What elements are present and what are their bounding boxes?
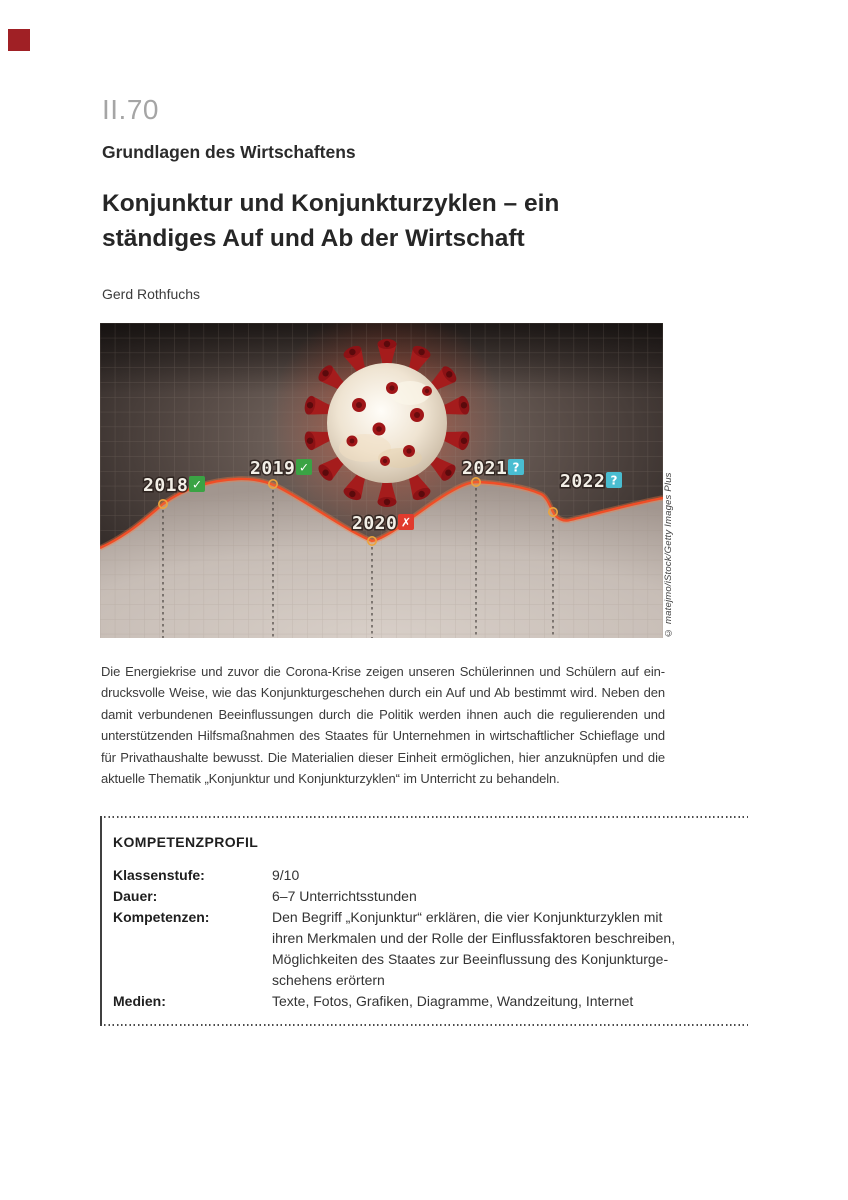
intro-line: aktuelle Thematik „Konjunktur und Konjunkturzyklen“ im Unterricht zu behandeln. — [101, 771, 560, 787]
kompetenzen-line: ihren Merkmalen und der Rolle der Einflussfaktoren beschreiben, — [272, 930, 676, 946]
year-label-2022: 2022 — [560, 471, 606, 492]
intro-line: damit verbundenen Beeinflussungen durch die Politik werden ihnen auch die regulierenden und — [101, 706, 665, 722]
image-credit: © matejmo/iStock/Getty Images Plus — [663, 472, 674, 638]
kompetenzen-line: Möglichkeiten des Staates zur Beeinflussung des Konjunkturge- — [272, 951, 669, 967]
page-corner-mark — [8, 29, 30, 51]
kompetenzprofil-left-rule — [100, 816, 102, 1026]
svg-text:✗: ✗ — [400, 515, 412, 530]
svg-text:?: ? — [512, 460, 520, 475]
row-dauer: Dauer: 6–7 Unterrichtsstunden — [113, 888, 417, 904]
year-label-2021: 2021 — [462, 458, 508, 479]
intro-line: drucksvolle Weise, wie das Konjunkturgeschehen durch ein Auf und Ab bestimmt wird. Neben den — [101, 685, 665, 701]
intro-line: für Privathaushalte bewusst. Die Materialien dieser Einheit ermöglichen, hier anzuknüpfen und die — [101, 749, 665, 765]
kompetenzprofil-heading: KOMPETENZPROFIL — [113, 834, 259, 850]
row-klassenstufe: Klassenstufe: 9/10 — [113, 867, 300, 883]
cover-illustration — [100, 323, 663, 638]
conjuncture-chart-image — [100, 323, 663, 638]
series-label: Grundlagen des Wirtschaftens — [102, 142, 356, 162]
author-name: Gerd Rothfuchs — [102, 286, 201, 302]
section-code: II.70 — [102, 94, 159, 125]
row-kompetenzen: Kompetenzen: Den Begriff „Konjunktur“ erklären, die vier Konjunkturzyklen mit ihren Merkmalen und der Rolle der Einflussfaktoren beschreiben, Möglichkeiten des Staates zur Beeinflussung des Konjunkturge- schehens erörtern — [113, 907, 738, 991]
svg-text:✓: ✓ — [298, 460, 310, 475]
kompetenzen-line: schehens erörtern — [272, 972, 385, 988]
kompetenzen-line: Den Begriff „Konjunktur“ erklären, die vier Konjunkturzyklen mit — [272, 909, 663, 925]
intro-paragraph — [101, 661, 665, 789]
page-title-line1: Konjunktur und Konjunkturzyklen – ein — [102, 190, 560, 217]
page-title-line2: ständiges Auf und Ab der Wirtschaft — [102, 225, 525, 252]
row-medien: Medien: Texte, Fotos, Grafiken, Diagramme, Wandzeitung, Internet — [113, 993, 634, 1009]
year-label-2020: 2020 — [352, 513, 398, 534]
page-title — [102, 186, 559, 256]
svg-text:✓: ✓ — [191, 477, 203, 492]
intro-line: Die Energiekrise und zuvor die Corona-Krise zeigen unseren Schülerinnen und Schülern auf ein- — [101, 664, 665, 679]
year-label-2018: 2018 — [143, 475, 189, 496]
year-label-2019: 2019 — [250, 458, 296, 479]
kompetenzprofil-box — [100, 816, 748, 1026]
intro-line: unterstützenden Hilfsmaßnahmen des Staates für Unternehmen in wirtschaftlicher Schieflage und — [101, 728, 665, 744]
svg-text:?: ? — [610, 473, 618, 488]
